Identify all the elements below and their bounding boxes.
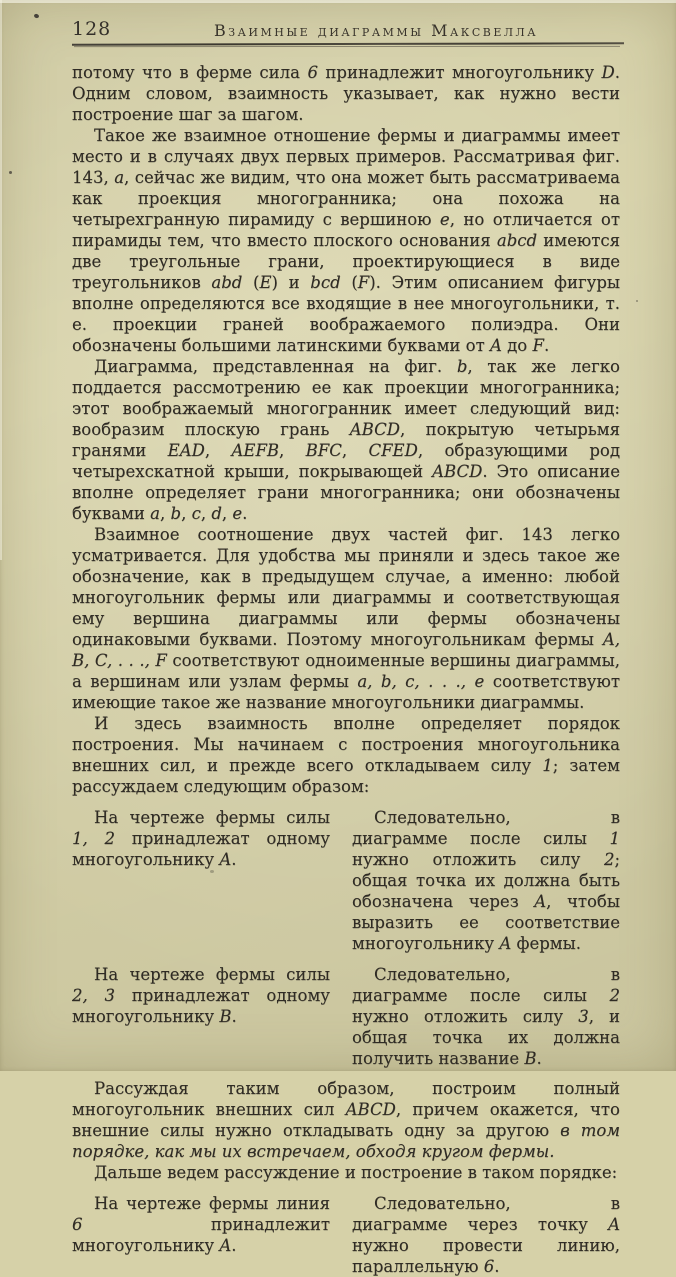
paragraph (72, 1162, 620, 1183)
text-segment: Рассуждая таким образом, построим полный многоугольник внешних сил (72, 1079, 620, 1119)
text-segment: , сейчас же видим, что она может быть рассматриваема как проекция многогранника; она похожа на четырехгранную пирамиду с вершиною (72, 168, 621, 229)
text-segment: до (501, 336, 533, 355)
text-segment: . (231, 1007, 237, 1026)
italic-text: abcd (496, 231, 538, 250)
running-title: Взаимные диаграммы Максвелла (213, 21, 539, 40)
text-segment: фермы. (511, 934, 581, 953)
italic-text: A, B, C, . . ., F (72, 630, 620, 670)
text-segment: , (279, 441, 306, 460)
italic-text: 3 (578, 1007, 589, 1026)
text-segment: ). Этим описанием фигуры вполне определяются все входящие в нее многоугольники, т. е. проекции граней воображаемого полиэдра. Они обозначены большими латинскими буквами от (72, 273, 621, 355)
text-segment: . (543, 336, 550, 355)
text-segment: , (160, 504, 171, 523)
italic-text: a (150, 504, 161, 523)
italic-text: abd (211, 273, 243, 292)
paragraph (72, 713, 620, 797)
italic-text: A (219, 1236, 232, 1255)
italic-text: 2 (609, 986, 620, 1005)
scan-speck (9, 171, 12, 174)
text-segment: Следовательно, в диаграмме после силы (352, 808, 620, 848)
page-header (72, 18, 620, 42)
column-left (72, 964, 330, 1069)
text-segment: принадлежат одному многоугольнику (72, 829, 330, 869)
italic-text: A (219, 850, 232, 869)
italic-text: B (219, 1007, 232, 1026)
column-left (72, 1193, 330, 1277)
italic-text: D (601, 63, 615, 82)
italic-text: ABCD (349, 420, 400, 439)
scan-edge-top (0, 0, 676, 3)
italic-text: 1, 2 (72, 829, 115, 848)
italic-text: ABCD (345, 1100, 396, 1119)
italic-text: 6 (307, 63, 318, 82)
italic-text: A (489, 336, 502, 355)
text-segment: . (242, 504, 248, 523)
scan-speck (33, 13, 39, 18)
italic-text: 6 (72, 1215, 83, 1234)
italic-text: F (532, 336, 544, 355)
text-segment: . (494, 1257, 500, 1276)
text-segment: ) и (271, 273, 311, 292)
text-segment: На чертеже фермы силы (94, 965, 330, 984)
two-column-row (72, 807, 620, 954)
italic-text: e (439, 210, 450, 229)
text-segment: . (231, 850, 237, 869)
italic-text: A (608, 1215, 620, 1234)
text-segment: ( (340, 273, 358, 292)
text-segment: Взаимное соотношение двух частей фиг. 143 легко усматривается. Для удобства мы приняли и здесь такое же обозначение, как в предыдущем случае, а именно: любой многоугольник фермы или диаграммы и соответствующая ему вершина диаграммы или фермы обозначены одинаковыми буквами. Поэтому многоугольникам фермы (72, 525, 620, 649)
text-segment: , так же легко поддается рассмотрению ее как проекции многогранника; этот воображаемый многогранник имеет следующий вид: вообразим плоскую грань (72, 357, 620, 439)
text-segment: И здесь взаимность вполне определяет порядок построения. Мы начинаем с построения многоугольника внешних сил, и прежде всего откладываем силу (72, 714, 620, 775)
italic-text: c (191, 504, 201, 523)
column-right (352, 964, 620, 1069)
text-segment: соответствуют имеющие такое же название многоугольники диаграммы. (72, 672, 621, 712)
italic-text: e (232, 504, 243, 523)
text-segment: нужно провести линию, параллельную (352, 1236, 620, 1276)
two-column-row (72, 1193, 620, 1277)
italic-text: b (456, 357, 468, 376)
paragraph (72, 125, 620, 356)
scan-edge-left (0, 0, 2, 560)
italic-text: AEFB (231, 441, 280, 460)
text-segment: принадлежат одному многоугольнику (72, 986, 330, 1026)
italic-text: bcd (310, 273, 341, 292)
italic-text: EAD (167, 441, 205, 460)
text-segment: , причем окажется, что внешние силы нужно откладывать одну за другою (72, 1100, 620, 1140)
header-rule (72, 42, 624, 49)
text-segment: , но отличается от пирамиды тем, что вместо плоского основания (72, 210, 620, 250)
text-segment: , (200, 504, 212, 523)
text-segment: Следовательно, в диаграмме после силы (352, 965, 620, 1005)
column-right (352, 807, 620, 954)
text-segment: На чертеже фермы силы (94, 808, 330, 827)
italic-text: A (534, 892, 547, 911)
italic-text: a, b, c, . . ., e (357, 672, 485, 691)
text-segment: принадлежит многоугольнику (72, 1215, 330, 1255)
text-segment: . Это описание вполне определяет грани многогранника; они обозначены буквами (72, 462, 620, 523)
text-segment: , (204, 441, 232, 460)
italic-text: 2 (603, 850, 615, 869)
italic-text: 1 (609, 829, 620, 848)
two-column-row (72, 964, 620, 1069)
italic-text: B (524, 1049, 537, 1068)
text-segment: нужно отложить силу (352, 1007, 579, 1026)
italic-text: A (499, 934, 512, 953)
text-segment: соответствуют одноименные вершины диаграммы, а вершинам или узлам фермы (72, 651, 621, 691)
scan-speck (636, 300, 638, 302)
text-segment: , чтобы выразить ее соответствие многоугольнику (352, 892, 621, 953)
page-number: 128 (72, 18, 112, 40)
text-segment: ( (242, 273, 260, 292)
text-segment: , и общая точка их должна получить название (352, 1007, 620, 1068)
paragraph (72, 524, 620, 713)
text-segment: , покрытую четырьмя гранями (72, 420, 620, 460)
text-segment: , (341, 441, 369, 460)
italic-text: b (170, 504, 182, 523)
text-segment: Диаграмма, представленная на фиг. (94, 357, 457, 376)
text-segment: ; затем рассуждаем следующим образом: (72, 756, 621, 796)
text-segment: , (221, 504, 233, 523)
text-segment: . (231, 1236, 237, 1255)
italic-text: a (114, 168, 125, 187)
text-segment: . Одним словом, взаимность указывает, как нужно вести построение шаг за шагом. (72, 63, 620, 124)
column-right (352, 1193, 620, 1277)
paragraph (72, 62, 620, 125)
text-segment: имеются две треугольные грани, проектирующиеся в виде треугольников (72, 231, 620, 292)
text-segment: . (536, 1049, 542, 1068)
paragraph (72, 1078, 620, 1162)
italic-text: в том порядке, как мы их встречаем, обходя кругом фермы. (72, 1121, 620, 1161)
text-segment: , (181, 504, 192, 523)
italic-text: E (259, 273, 272, 292)
text-segment: Такое же взаимное отношение фермы и диаграммы имеет место и в случаях двух первых примеров. Рассматривая фиг. 143, (72, 126, 620, 187)
text-segment: потому что в ферме сила (72, 63, 308, 82)
body-text (72, 62, 620, 1277)
text-segment: ; общая точка их должна быть обозначена через (352, 850, 620, 911)
text-segment: На чертеже фермы линия (94, 1194, 330, 1213)
italic-text: ABCD (432, 462, 483, 481)
column-left (72, 807, 330, 954)
italic-text: 1 (542, 756, 553, 775)
italic-text: 2, 3 (72, 986, 115, 1005)
italic-text: d (211, 504, 222, 523)
text-segment: , образующими род четырехскатной крыши, покрывающей (72, 441, 620, 481)
text-segment: принадлежит многоугольнику (317, 63, 602, 82)
italic-text: CFED (368, 441, 418, 460)
italic-text: 6 (483, 1257, 495, 1276)
text-segment: нужно отложить силу (352, 850, 604, 869)
paragraph (72, 356, 620, 524)
text-segment: Дальше ведем рассуждение и построение в таком порядке: (94, 1163, 618, 1182)
italic-text: BFC (305, 441, 342, 460)
italic-text: F (357, 273, 370, 292)
text-segment: Следовательно, в диаграмме через точку (352, 1194, 620, 1234)
